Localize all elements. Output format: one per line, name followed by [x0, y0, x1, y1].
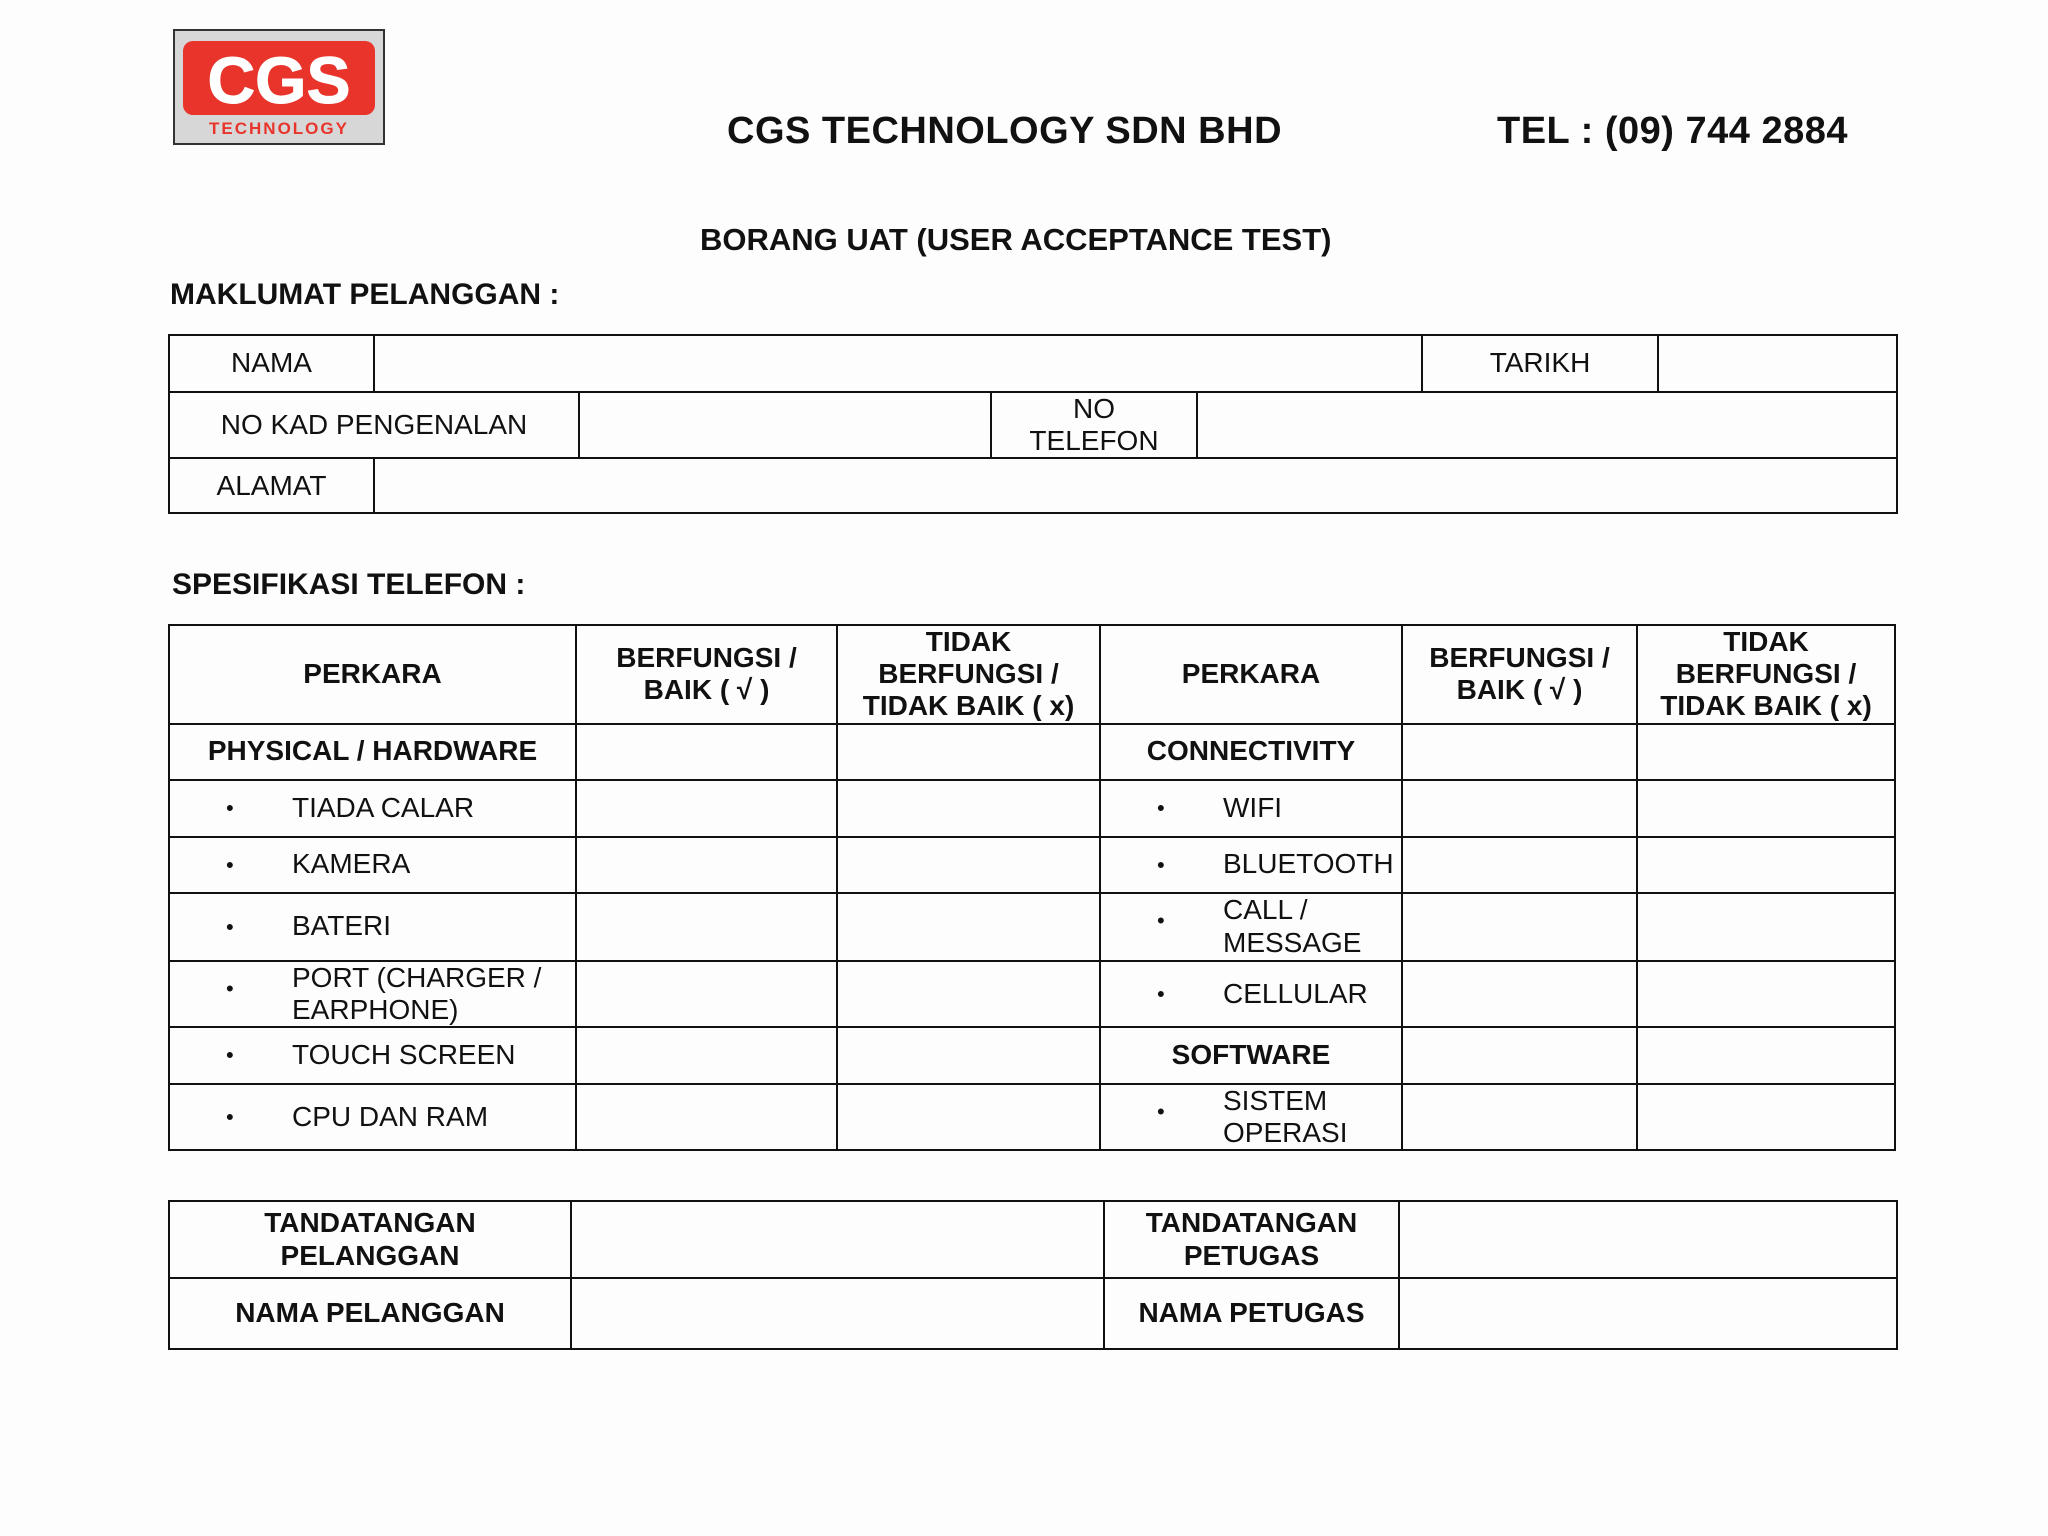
customer-signature-label: TANDATANGAN PELANGGAN [169, 1201, 571, 1278]
logo-text: CGS [207, 43, 351, 117]
check-cell[interactable] [1402, 724, 1637, 780]
item-cpu-ram: • CPU DAN RAM [169, 1084, 576, 1150]
customer-name-label: NAMA PELANGGAN [169, 1278, 571, 1349]
header-perkara-right: PERKARA [1100, 625, 1402, 724]
ic-field[interactable] [579, 392, 991, 458]
check-cell[interactable] [1637, 780, 1895, 837]
item-tiada-calar: • TIADA CALAR [169, 780, 576, 837]
spec-table [168, 624, 1896, 1151]
check-cell[interactable] [576, 961, 837, 1027]
customer-section-title: MAKLUMAT PELANGGAN : [170, 278, 560, 311]
logo-subtext: TECHNOLOGY [209, 119, 349, 138]
check-cell[interactable] [837, 780, 1100, 837]
nama-field[interactable] [374, 335, 1422, 392]
header-berfungsi-right: BERFUNGSI / BAIK ( √ ) [1402, 625, 1637, 724]
staff-signature-field[interactable] [1399, 1201, 1897, 1278]
item-wifi: • WIFI [1100, 780, 1402, 837]
check-cell[interactable] [576, 1084, 837, 1150]
item-sistem-operasi: • SISTEM OPERASI [1100, 1084, 1402, 1150]
check-cell[interactable] [837, 837, 1100, 893]
check-cell[interactable] [576, 724, 837, 780]
form-title: BORANG UAT (USER ACCEPTANCE TEST) [700, 222, 1332, 257]
staff-name-field[interactable] [1399, 1278, 1897, 1349]
phone-field[interactable] [1197, 392, 1897, 458]
header-tidak-left: TIDAK BERFUNGSI / TIDAK BAIK ( x) [837, 625, 1100, 724]
item-cellular: • CELLULAR [1100, 961, 1402, 1027]
nama-label: NAMA [169, 335, 374, 392]
group-connectivity: CONNECTIVITY [1100, 724, 1402, 780]
check-cell[interactable] [837, 724, 1100, 780]
group-software: SOFTWARE [1100, 1027, 1402, 1084]
item-kamera: • KAMERA [169, 837, 576, 893]
header-tidak-right: TIDAK BERFUNGSI / TIDAK BAIK ( x) [1637, 625, 1895, 724]
check-cell[interactable] [1402, 893, 1637, 961]
check-cell[interactable] [576, 1027, 837, 1084]
staff-signature-label: TANDATANGAN PETUGAS [1104, 1201, 1399, 1278]
group-physical-hardware: PHYSICAL / HARDWARE [169, 724, 576, 780]
check-cell[interactable] [1637, 1084, 1895, 1150]
check-cell[interactable] [837, 1027, 1100, 1084]
header-berfungsi-left: BERFUNGSI / BAIK ( √ ) [576, 625, 837, 724]
check-cell[interactable] [1637, 1027, 1895, 1084]
item-port: • PORT (CHARGER / EARPHONE) [169, 961, 576, 1027]
check-cell[interactable] [1402, 1084, 1637, 1150]
spec-section-title: SPESIFIKASI TELEFON : [172, 568, 526, 601]
check-cell[interactable] [1402, 961, 1637, 1027]
company-logo [173, 29, 385, 145]
item-touch-screen: • TOUCH SCREEN [169, 1027, 576, 1084]
item-bateri: • BATERI [169, 893, 576, 961]
check-cell[interactable] [1402, 837, 1637, 893]
check-cell[interactable] [837, 961, 1100, 1027]
company-name: CGS TECHNOLOGY SDN BHD [727, 110, 1283, 152]
check-cell[interactable] [576, 837, 837, 893]
staff-name-label: NAMA PETUGAS [1104, 1278, 1399, 1349]
signature-table [168, 1200, 1898, 1350]
header-perkara-left: PERKARA [169, 625, 576, 724]
check-cell[interactable] [576, 893, 837, 961]
check-cell[interactable] [1402, 1027, 1637, 1084]
check-cell[interactable] [1637, 961, 1895, 1027]
item-call-message: • CALL / MESSAGE [1100, 893, 1402, 961]
phone-label: NO TELEFON [991, 392, 1197, 458]
alamat-field[interactable] [374, 458, 1897, 513]
check-cell[interactable] [576, 780, 837, 837]
check-cell[interactable] [837, 1084, 1100, 1150]
check-cell[interactable] [1637, 837, 1895, 893]
ic-label: NO KAD PENGENALAN [169, 392, 579, 458]
check-cell[interactable] [837, 893, 1100, 961]
check-cell[interactable] [1637, 724, 1895, 780]
company-phone: TEL : (09) 744 2884 [1497, 110, 1848, 152]
tarikh-label: TARIKH [1422, 335, 1658, 392]
item-bluetooth: • BLUETOOTH [1100, 837, 1402, 893]
tarikh-field[interactable] [1658, 335, 1897, 392]
check-cell[interactable] [1402, 780, 1637, 837]
check-cell[interactable] [1637, 893, 1895, 961]
customer-info-table [168, 334, 1898, 514]
alamat-label: ALAMAT [169, 458, 374, 513]
customer-signature-field[interactable] [571, 1201, 1104, 1278]
customer-name-field[interactable] [571, 1278, 1104, 1349]
cgs-logo-graphic [175, 31, 383, 143]
